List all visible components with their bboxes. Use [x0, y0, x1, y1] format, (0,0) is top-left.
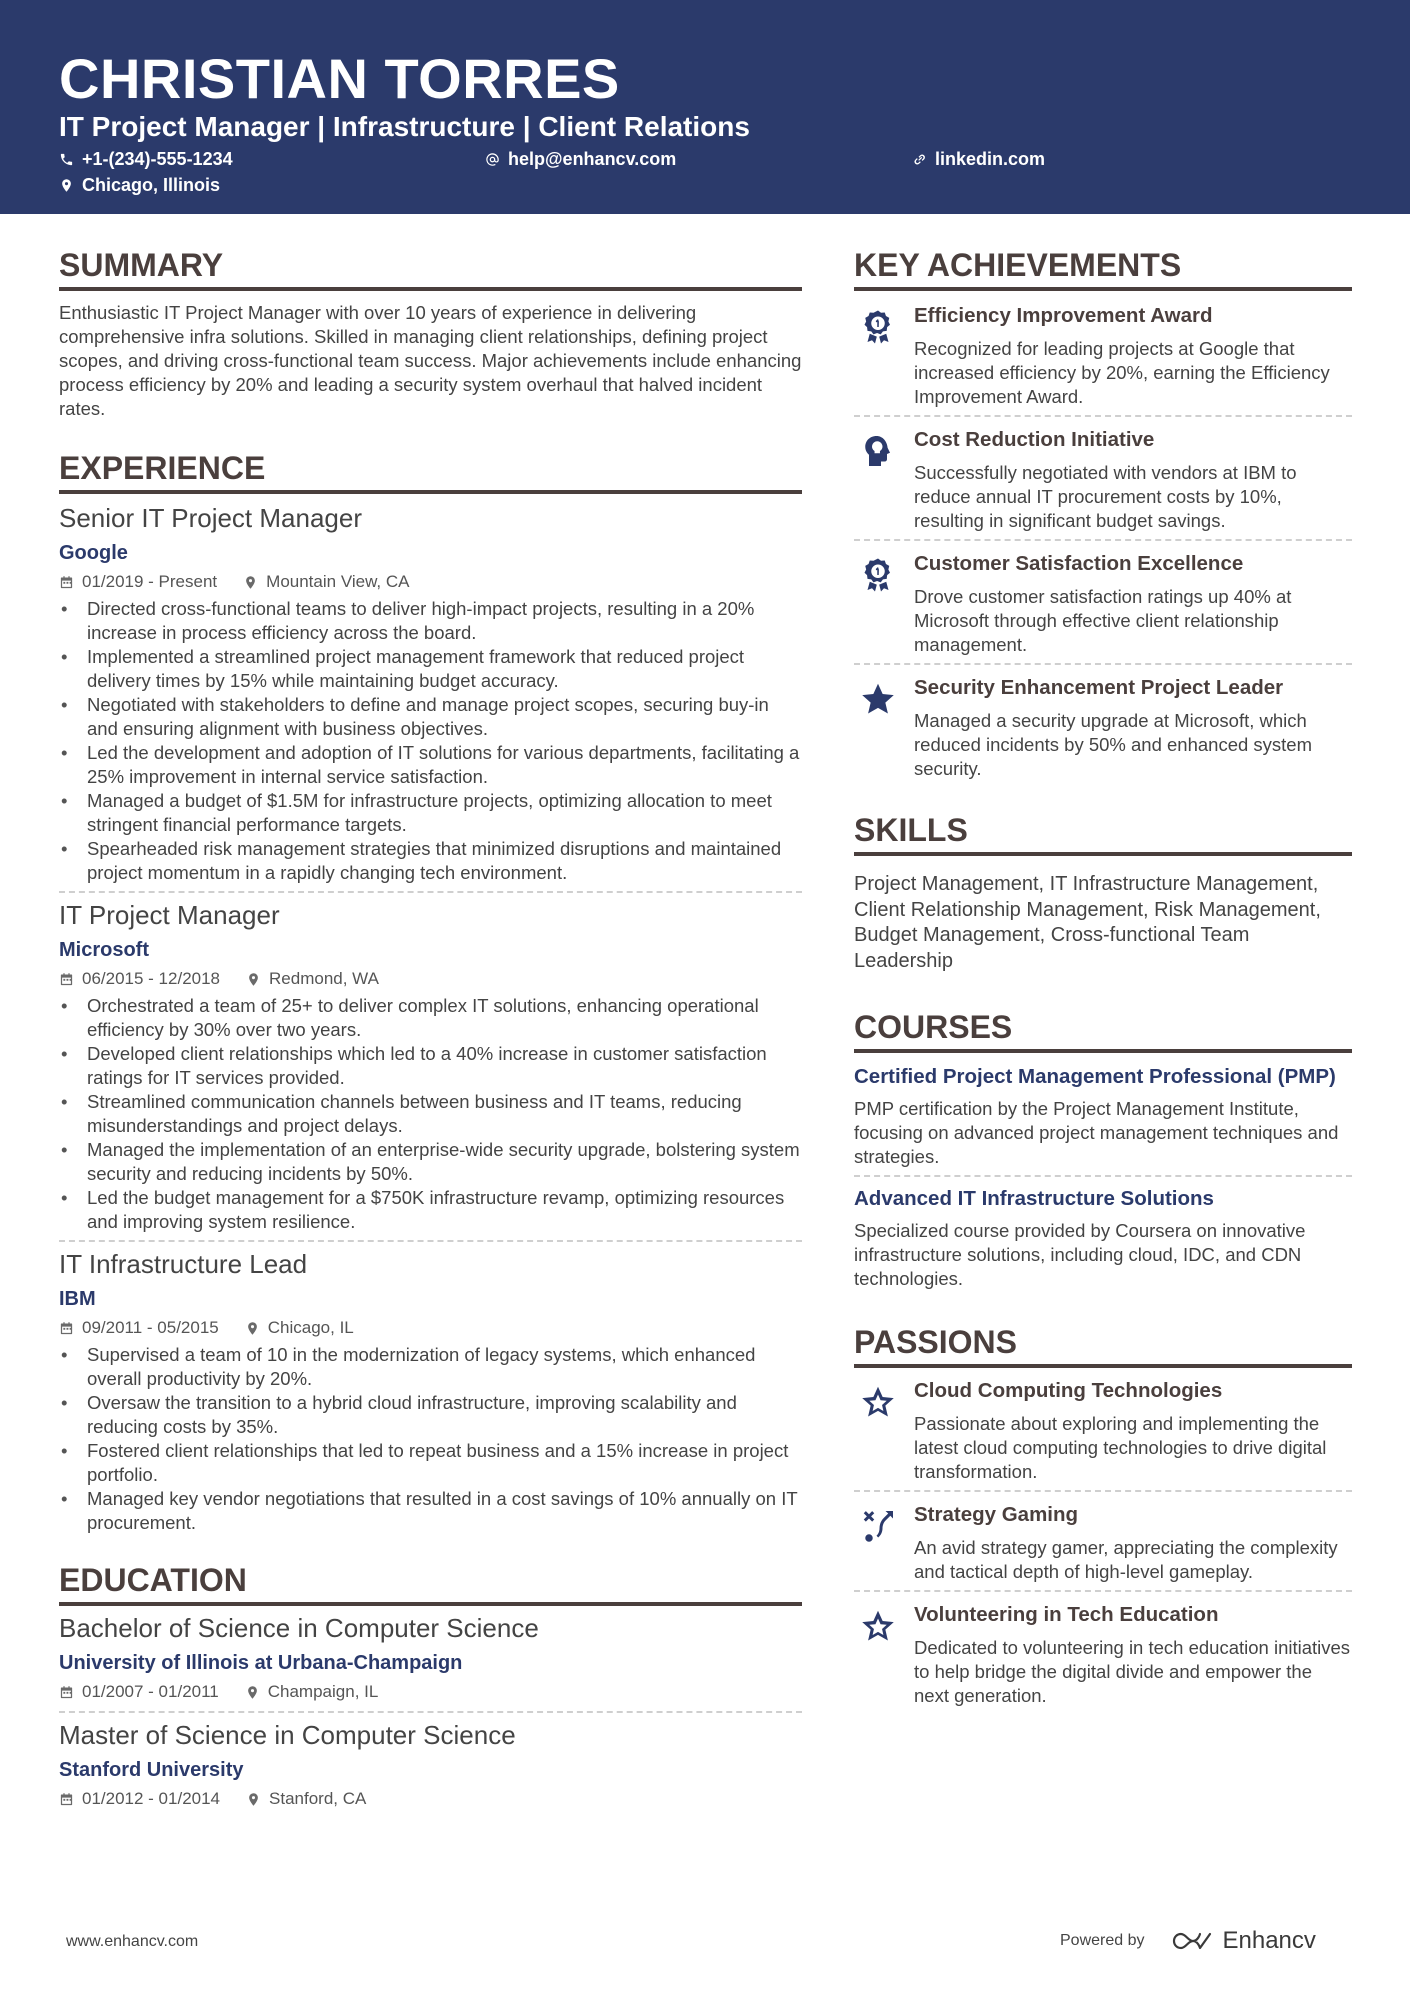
- job-entry: [59, 502, 802, 885]
- job-location-wrap: [246, 968, 379, 990]
- candidate-title: IT Project Manager | Infrastructure | Client Relations: [59, 111, 750, 142]
- job-entry: [59, 1248, 802, 1535]
- award-ribbon-icon: [860, 309, 896, 345]
- education-meta: [59, 1788, 802, 1810]
- job-company: Google: [59, 542, 128, 564]
- entry-divider: [59, 891, 802, 893]
- contact-location: [59, 174, 220, 196]
- job-meta: [59, 1317, 802, 1339]
- bullet-item: • Fostered client relationships that led to repeat business and a 15% increase in project portfolio.: [59, 1439, 802, 1487]
- bullet-item: • Orchestrated a team of 25+ to deliver complex IT solutions, enhancing operational efficiency by 30% over two years.: [59, 994, 802, 1042]
- location-text: Chicago, Illinois: [82, 175, 221, 195]
- bullet-item: • Managed a budget of $1.5M for infrastructure projects, optimizing allocation to meet stringent financial performance targets.: [59, 789, 802, 837]
- footer-branding: [1060, 1927, 1316, 1955]
- job-location-wrap: [243, 571, 409, 593]
- bullet-item: • Streamlined communication channels between business and IT teams, reducing misunderstandings and project delays.: [59, 1090, 802, 1138]
- passion-icon-wrap: [854, 1378, 914, 1484]
- star-icon: [860, 681, 896, 717]
- calendar-icon: [59, 1685, 74, 1700]
- achievement-title: Security Enhancement Project Leader: [914, 676, 1284, 699]
- entry-divider: [854, 539, 1352, 541]
- education-entry: [59, 1612, 802, 1703]
- achievement-icon-wrap: [854, 303, 914, 409]
- job-entry: [59, 899, 802, 1234]
- job-dates-wrap: [59, 1317, 219, 1339]
- courses-heading: COURSES: [854, 1008, 1352, 1053]
- edu-location: Champaign, IL: [267, 1682, 379, 1701]
- entry-divider: [854, 1490, 1352, 1492]
- job-bullets: [59, 994, 802, 1234]
- bullet-item: • Led the budget management for a $750K infrastructure revamp, optimizing resources and improving system resilience.: [59, 1186, 802, 1234]
- achievement-item: [854, 551, 1352, 657]
- passion-item: [854, 1378, 1352, 1484]
- education-heading: EDUCATION: [59, 1561, 802, 1606]
- linkedin-link[interactable]: linkedin.com: [935, 149, 1046, 169]
- location-pin-icon: [245, 1321, 260, 1336]
- contact-phone: [59, 148, 233, 170]
- school-name: University of Illinois at Urbana-Champaign: [59, 1652, 463, 1674]
- strategy-icon: [860, 1508, 896, 1544]
- course-desc: PMP certification by the Project Management Institute, focusing on advanced project management techniques and strategies.: [854, 1098, 1339, 1167]
- passion-desc: Dedicated to volunteering in tech education initiatives to help bridge the digital divide and empower the next generation.: [914, 1637, 1351, 1706]
- job-dates: 06/2015 - 12/2018: [82, 969, 221, 988]
- passion-icon-wrap: [854, 1502, 914, 1584]
- achievement-icon-wrap: [854, 551, 914, 657]
- passions-heading: PASSIONS: [854, 1323, 1352, 1368]
- passion-title: Strategy Gaming: [914, 1503, 1079, 1526]
- job-bullets: [59, 597, 802, 885]
- edu-dates-wrap: [59, 1788, 220, 1810]
- achievement-body: [914, 427, 1352, 533]
- email-link[interactable]: help@enhancv.com: [508, 149, 677, 169]
- enhancv-logo-text: Enhancv: [1222, 1927, 1316, 1954]
- edu-location: Stanford, CA: [269, 1789, 367, 1808]
- edu-dates: 01/2012 - 01/2014: [82, 1789, 221, 1808]
- entry-divider: [854, 1175, 1352, 1177]
- degree-title: Master of Science in Computer Science: [59, 1720, 516, 1750]
- bullet-item: • Negotiated with stakeholders to define and manage project scopes, securing buy-in and ensuring alignment with business objectives.: [59, 693, 802, 741]
- achievement-body: [914, 303, 1352, 409]
- job-dates-wrap: [59, 571, 217, 593]
- summary-heading: SUMMARY: [59, 246, 802, 291]
- course-item: [854, 1065, 1352, 1169]
- passion-body: [914, 1502, 1352, 1584]
- entry-divider: [854, 1590, 1352, 1592]
- bullet-item: • Oversaw the transition to a hybrid cloud infrastructure, improving scalability and reducing costs by 35%.: [59, 1391, 802, 1439]
- job-meta: [59, 571, 802, 593]
- bullet-item: • Led the development and adoption of IT solutions for various departments, facilitating a 25% improvement in internal service satisfaction.: [59, 741, 802, 789]
- achievement-desc: Recognized for leading projects at Google that increased efficiency by 20%, earning the Efficiency Improvement Award.: [914, 338, 1330, 407]
- edu-dates: 01/2007 - 01/2011: [82, 1682, 219, 1701]
- edu-location-wrap: [245, 1681, 379, 1703]
- job-dates-wrap: [59, 968, 220, 990]
- passion-title: Volunteering in Tech Education: [914, 1603, 1219, 1626]
- job-title: Senior IT Project Manager: [59, 503, 362, 533]
- location-pin-icon: [245, 1685, 260, 1700]
- education-entry: [59, 1719, 802, 1810]
- job-location: Mountain View, CA: [266, 572, 410, 591]
- bullet-item: • Supervised a team of 10 in the modernization of legacy systems, which enhanced overall productivity by 20%.: [59, 1343, 802, 1391]
- achievements-heading: KEY ACHIEVEMENTS: [854, 246, 1352, 291]
- edu-location-wrap: [246, 1788, 366, 1810]
- candidate-name: CHRISTIAN TORRES: [59, 47, 620, 110]
- powered-by-text: Powered by: [1060, 1932, 1145, 1949]
- job-location-wrap: [245, 1317, 354, 1339]
- achievement-item: [854, 675, 1352, 781]
- location-pin-icon: [243, 575, 258, 590]
- bullet-item: • Implemented a streamlined project management framework that reduced project delivery times by 15% while maintaining budget accuracy.: [59, 645, 802, 693]
- experience-heading: EXPERIENCE: [59, 449, 802, 494]
- bullet-item: • Managed key vendor negotiations that resulted in a cost savings of 10% annually on IT procurement.: [59, 1487, 802, 1535]
- entry-divider: [854, 415, 1352, 417]
- achievement-title: Cost Reduction Initiative: [914, 428, 1155, 451]
- calendar-icon: [59, 1321, 74, 1336]
- passion-body: [914, 1602, 1352, 1708]
- course-item: [854, 1187, 1352, 1291]
- achievement-desc: Successfully negotiated with vendors at IBM to reduce annual IT procurement costs by 10%, resulting in significant budget savings.: [914, 462, 1297, 531]
- enhancv-logo[interactable]: [1171, 1927, 1316, 1955]
- job-title: IT Project Manager: [59, 900, 280, 930]
- summary-text: Enthusiastic IT Project Manager with over 10 years of experience in delivering comprehensive infra solutions. Skilled in managing client relationships, defining project scopes, and driving cross-functional team success. Major achievements include enhancing process efficiency by 20% and leading a security system overhaul that halved incident rates.: [59, 302, 802, 419]
- entry-divider: [59, 1711, 802, 1713]
- achievement-icon-wrap: [854, 427, 914, 533]
- phone-text: +1-(234)-555-1234: [82, 149, 233, 169]
- job-dates: 01/2019 - Present: [82, 572, 218, 591]
- passion-item: [854, 1502, 1352, 1584]
- achievement-desc: Managed a security upgrade at Microsoft, which reduced incidents by 50% and enhanced system security.: [914, 710, 1313, 779]
- skills-text: Project Management, IT Infrastructure Management, Client Relationship Management, Risk Management, Budget Management, Cross-functional Team Leadership: [854, 873, 1321, 972]
- course-title: Advanced IT Infrastructure Solutions: [854, 1187, 1214, 1210]
- achievement-body: [914, 675, 1352, 781]
- location-pin-icon: [59, 178, 74, 193]
- achievement-body: [914, 551, 1352, 657]
- achievement-title: Customer Satisfaction Excellence: [914, 552, 1244, 575]
- job-company: IBM: [59, 1288, 96, 1310]
- footer-website[interactable]: www.enhancv.com: [66, 1933, 199, 1950]
- resume-header: [0, 0, 1410, 214]
- achievement-desc: Drove customer satisfaction ratings up 40% at Microsoft through effective client relationship management.: [914, 586, 1292, 655]
- passion-desc: Passionate about exploring and implementing the latest cloud computing technologies to drive digital transformation.: [914, 1413, 1327, 1482]
- calendar-icon: [59, 1792, 74, 1807]
- entry-divider: [59, 1240, 802, 1242]
- job-location: Chicago, IL: [267, 1318, 354, 1337]
- school-name: Stanford University: [59, 1759, 244, 1781]
- job-dates: 09/2011 - 05/2015: [82, 1318, 219, 1337]
- phone-icon: [59, 152, 74, 167]
- passion-title: Cloud Computing Technologies: [914, 1379, 1223, 1402]
- achievement-title: Efficiency Improvement Award: [914, 304, 1213, 327]
- edu-dates-wrap: [59, 1681, 219, 1703]
- link-icon: [912, 152, 927, 167]
- course-desc: Specialized course provided by Coursera on innovative infrastructure solutions, including cloud, IDC, and CDN technologies.: [854, 1220, 1306, 1289]
- contact-email[interactable]: [485, 148, 676, 170]
- passion-body: [914, 1378, 1352, 1484]
- degree-title: Bachelor of Science in Computer Science: [59, 1613, 539, 1643]
- job-location: Redmond, WA: [269, 969, 379, 988]
- job-meta: [59, 968, 802, 990]
- achievement-item: [854, 427, 1352, 533]
- left-column: [59, 246, 802, 1810]
- course-title: Certified Project Management Professional (PMP): [854, 1065, 1336, 1088]
- passion-item: [854, 1602, 1352, 1708]
- job-title: IT Infrastructure Lead: [59, 1249, 308, 1279]
- location-pin-icon: [246, 1792, 261, 1807]
- education-meta: [59, 1681, 802, 1703]
- bullet-item: • Directed cross-functional teams to deliver high-impact projects, resulting in a 20% increase in process efficiency across the board.: [59, 597, 802, 645]
- right-column: [854, 246, 1352, 1708]
- bullet-item: • Spearheaded risk management strategies that minimized disruptions and maintained project momentum in a rapidly changing tech environment.: [59, 837, 802, 885]
- contact-linkedin[interactable]: [912, 148, 1045, 170]
- star-outline-icon: [860, 1608, 896, 1644]
- achievement-icon-wrap: [854, 675, 914, 781]
- entry-divider: [854, 663, 1352, 665]
- bullet-item: • Managed the implementation of an enterprise-wide security upgrade, bolstering system security and reducing incidents by 50%.: [59, 1138, 802, 1186]
- head-idea-icon: [860, 433, 896, 469]
- at-icon: [485, 152, 500, 167]
- star-outline-icon: [860, 1384, 896, 1420]
- job-company: Microsoft: [59, 939, 149, 961]
- award-ribbon-icon: [860, 557, 896, 593]
- job-bullets: [59, 1343, 802, 1535]
- enhancv-logo-icon: [1171, 1929, 1215, 1953]
- bullet-item: • Developed client relationships which led to a 40% increase in customer satisfaction ratings for IT services provided.: [59, 1042, 802, 1090]
- passion-desc: An avid strategy gamer, appreciating the complexity and tactical depth of high-level gameplay.: [914, 1537, 1338, 1582]
- calendar-icon: [59, 972, 74, 987]
- skills-heading: SKILLS: [854, 811, 1352, 856]
- location-pin-icon: [246, 972, 261, 987]
- calendar-icon: [59, 575, 74, 590]
- passion-icon-wrap: [854, 1602, 914, 1708]
- achievement-item: [854, 303, 1352, 409]
